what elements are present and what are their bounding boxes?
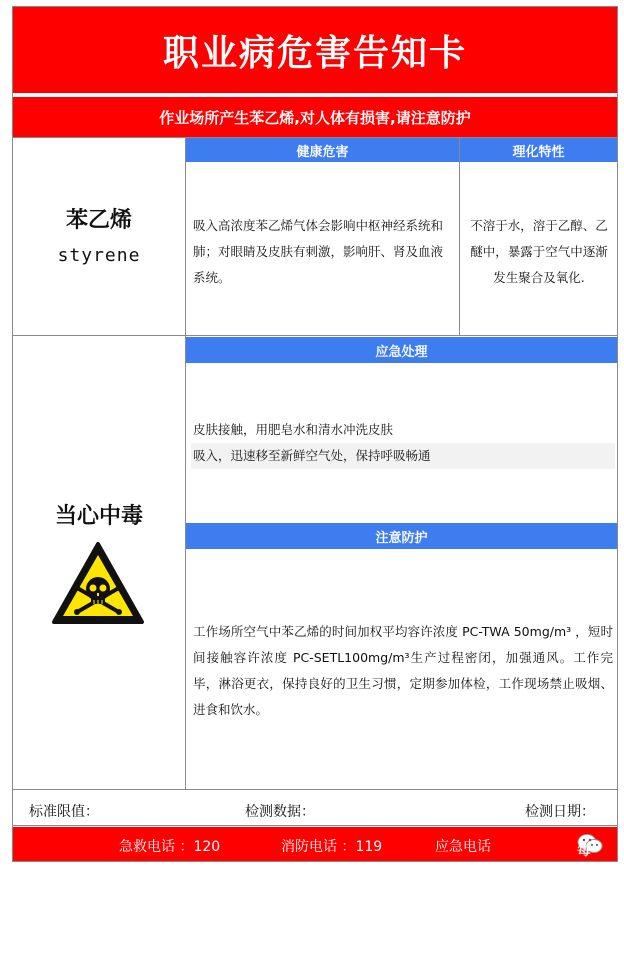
emergency-heading: 应急处理 bbox=[186, 337, 617, 363]
properties-heading: 理化特性 bbox=[460, 138, 617, 162]
card-subtitle: 作业场所产生苯乙烯,对人体有损害,请注意防护 bbox=[159, 108, 471, 127]
first-aid-phone: 急救电话 ：120 bbox=[119, 839, 221, 855]
warning-label: 当心中毒 bbox=[54, 504, 143, 529]
protection-heading: 注意防护 bbox=[186, 523, 617, 549]
divider bbox=[185, 137, 186, 789]
divider bbox=[13, 789, 617, 790]
card-title: 职业病危害告知卡 bbox=[162, 32, 467, 74]
chemical-name-cn: 苯乙烯 bbox=[65, 208, 132, 233]
health-hazard-text: 吸入高浓度苯乙烯气体会影响中枢神经系统和肺；对眼睛及皮肤有刺激，影响肝、肾及血液系统。 bbox=[193, 218, 444, 285]
emergency-phone: 应急电话 bbox=[435, 839, 491, 855]
standard-limit-label: 标准限值： bbox=[29, 804, 99, 820]
divider bbox=[13, 335, 617, 336]
phone-bar bbox=[13, 827, 617, 959]
fire-phone: 消防电话 ：119 bbox=[281, 839, 383, 855]
subtitle-bar bbox=[13, 97, 617, 137]
watermark bbox=[577, 831, 603, 959]
test-data-label: 检测数据： bbox=[245, 804, 315, 820]
divider bbox=[459, 137, 460, 335]
properties-text: 不溶于水，溶于乙醇、乙醚中，暴露于空气中逐渐发生聚合及氧化. bbox=[470, 218, 608, 285]
divider bbox=[13, 825, 617, 826]
title-bar bbox=[13, 7, 617, 93]
emergency-line-skin: 皮肤接触，用肥皂水和清水冲洗皮肤 bbox=[193, 422, 394, 437]
watermark-text: 每日安全生产 bbox=[577, 843, 591, 959]
hazard-notice-card bbox=[12, 6, 618, 959]
chemical-name-en: styrene bbox=[57, 245, 141, 266]
skull-crossbones-hazard-icon bbox=[51, 541, 145, 625]
emergency-line-inhale: 吸入，迅速移至新鲜空气处，保持呼吸畅通 bbox=[193, 448, 431, 463]
protection-text: 工作场所空气中苯乙烯的时间加权平均容许浓度 PC-TWA 50mg/m³ ，短时间接触容许浓度 PC-SETL100mg/m³生产过程密闭，加强通风。工作完毕，淋浴更衣，保持良好的卫生习惯，定期参加体检，工作现场禁止吸烟、进食和饮水。 bbox=[193, 624, 613, 717]
footer-labels bbox=[13, 793, 617, 825]
test-date-label: 检测日期： bbox=[525, 804, 595, 820]
health-hazard-heading: 健康危害 bbox=[186, 138, 459, 162]
